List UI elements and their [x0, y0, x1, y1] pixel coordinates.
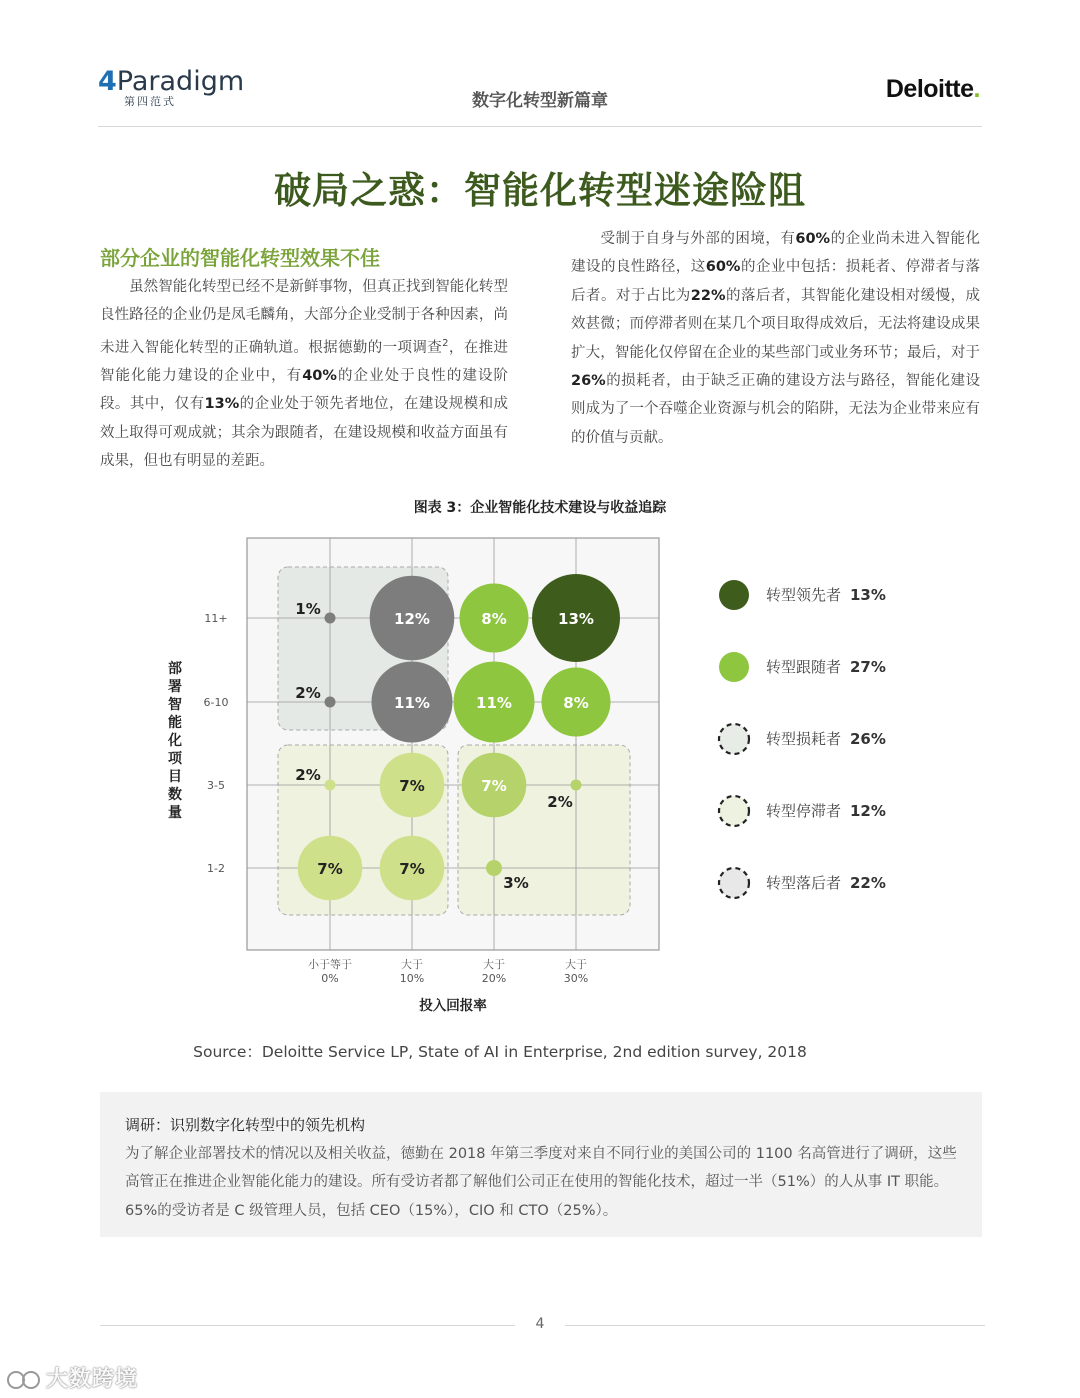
bubble-label: 8% [481, 610, 507, 628]
deloitte-wordmark: Deloitte [885, 75, 974, 103]
y-axis-label-char: 数 [168, 787, 182, 803]
x-tick-label: 10% [399, 972, 425, 985]
y-axis-label-char: 署 [168, 679, 182, 695]
right-paragraph: 受制于自身与外部的困境，有60%的企业尚未进入智能化建设的良性路径，这60%的企业中包括：损耗者、停滞者与落后者。对于占比为22%的落后者，其智能化建设相对缓慢，成效甚微；而停滞者则在某几个项目取得成效后，无法将建设成果扩大，智能化仅停留在企业的某些部门或业务环节；最后，对于26%的损耗者，由于缺乏正确的建设方法与路径，智能化建设则成为了一个吞噬企业资源与机会的陷阱，无法为企业带来应有的价值与贡献。 [571, 231, 981, 446]
legend-label: 转型停滞者 [766, 802, 842, 820]
bubble-label: 13% [558, 610, 594, 628]
logo-name: Paradigm [116, 66, 245, 97]
page-number: 4 [535, 1316, 545, 1332]
x-tick-label: 小于等于 [308, 958, 352, 971]
legend-label: 转型落后者 [766, 874, 842, 892]
legend-label: 转型领先者 [766, 586, 842, 604]
bubble-label: 12% [394, 610, 430, 628]
figure-title: 图表 3：企业智能化技术建设与收益追踪 [413, 500, 667, 516]
y-tick-label: 6-10 [203, 696, 229, 709]
bubble-label: 11% [476, 694, 512, 712]
bubble-label: 8% [563, 694, 589, 712]
data-bubble [486, 860, 502, 876]
bubble-label: 7% [317, 860, 343, 878]
bubble-label: 7% [399, 777, 425, 795]
y-tick-label: 11+ [204, 612, 228, 625]
bubble-label: 7% [481, 777, 507, 795]
legend-marker [719, 868, 749, 898]
legend-value: 13% [850, 586, 886, 604]
y-axis-label-char: 智 [168, 697, 182, 713]
header-title: 数字化转型新篇章 [472, 91, 608, 111]
watermark-text: 大数跨境 [46, 1367, 139, 1392]
y-axis-label-char: 能 [168, 715, 182, 731]
y-tick-label: 3-5 [207, 779, 225, 792]
bubble-label: 1% [295, 600, 321, 618]
y-axis-label-char: 部 [168, 661, 182, 677]
data-bubble [325, 613, 336, 624]
bubble-label: 3% [503, 874, 529, 892]
y-axis-label-char: 化 [168, 733, 182, 749]
x-tick-label: 大于 [401, 958, 423, 971]
left-paragraph: 虽然智能化转型已经不是新鲜事物，但真正找到智能化转型良性路径的企业仍是凤毛麟角，大部分企业受制于各种因素，尚未进入智能化转型的正确轨道。根据德勤的一项调查$^2$，在推进智能化能力建设的企业中，有40%的企业处于良性的建设阶段。其中，仅有13%的企业处于领先者地位，在建设规模和成效上取得可观成就；其余为跟随者，在建设规模和收益方面虽有成果，但也有明显的差距。 [100, 279, 509, 470]
logo-prefix: 4 [98, 66, 117, 97]
note-title: 调研：识别数字化转型中的领先机构 [125, 1116, 366, 1134]
y-axis-label-char: 量 [168, 805, 182, 821]
watermark [6, 1362, 138, 1393]
bubble-label: 2% [547, 793, 573, 811]
legend-value: 27% [850, 658, 886, 676]
bubble-chart [150, 525, 930, 1030]
legend-value: 22% [850, 874, 886, 892]
survey-note [100, 1092, 982, 1237]
legend-value: 26% [850, 730, 886, 748]
x-tick-label: 大于 [565, 958, 587, 971]
footnote-ref: 2 [442, 337, 449, 349]
note-body: 为了解企业部署技术的情况以及相关收益，德勤在 2018 年第三季度对来自不同行业的美国公司的 1100 名高管进行了调研，这些高管正在推进企业智能化能力的建设。所有受访者都了解他们公司正在使用的智能化技术，超过一半（51%）的人从事 IT 职能。65%的受访者是 C 级管理人员，包括 CEO（15%），CIO 和 CTO（25%）。 [125, 1146, 957, 1219]
watermark-logo-icon [6, 1367, 46, 1393]
x-tick-label: 大于 [483, 958, 505, 971]
bubble-label: 7% [399, 860, 425, 878]
x-tick-label: 20% [481, 972, 507, 985]
footer-divider-right [565, 1325, 985, 1326]
legend-marker [719, 796, 749, 826]
bubble-label: 2% [295, 766, 321, 784]
logo-subtitle: 第四范式 [124, 95, 176, 108]
legend-value: 12% [850, 802, 886, 820]
legend-label: 转型损耗者 [766, 730, 842, 748]
x-tick-label: 30% [563, 972, 589, 985]
page-title: 破局之惑：智能化转型迷途险阻 [274, 169, 806, 212]
data-bubble [325, 697, 336, 708]
legend-marker [719, 652, 749, 682]
footer-divider-left [100, 1325, 515, 1326]
bubble-label: 11% [394, 694, 430, 712]
legend-marker [719, 580, 749, 610]
legend-label: 转型跟随者 [766, 658, 842, 676]
y-axis-label-char: 项 [168, 751, 182, 767]
y-axis-label-char: 目 [168, 769, 182, 785]
bubble-label: 2% [295, 684, 321, 702]
x-tick-label: 0% [321, 972, 339, 985]
header-divider [98, 126, 982, 127]
legend-marker [719, 724, 749, 754]
y-tick-label: 1-2 [207, 862, 225, 875]
deloitte-dot: . [973, 75, 980, 103]
section-heading: 部分企业的智能化转型效果不佳 [100, 246, 380, 270]
data-bubble [325, 780, 336, 791]
chart-source: Source：Deloitte Service LP, State of AI in Enterprise, 2nd edition survey, 2018 [193, 1043, 807, 1061]
x-axis-label: 投入回报率 [419, 998, 487, 1014]
deloitte-logo [886, 75, 980, 104]
data-bubble [571, 780, 582, 791]
